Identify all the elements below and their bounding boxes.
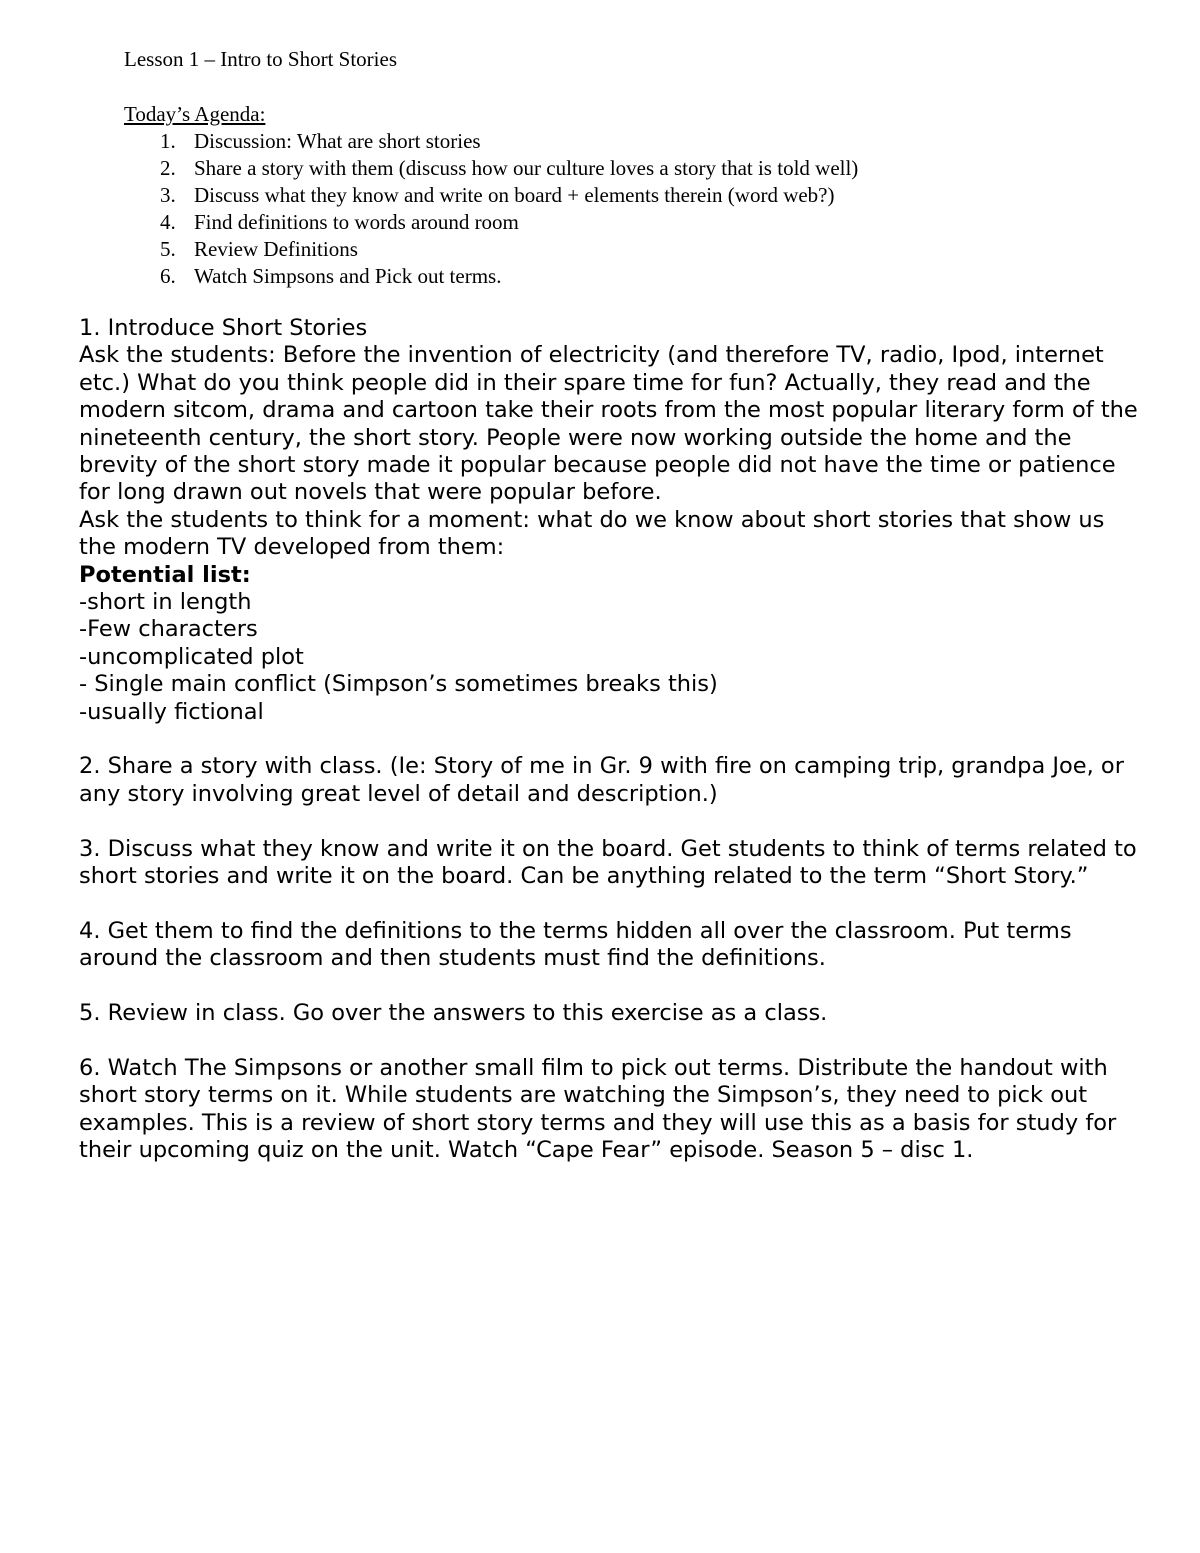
section-1-paragraph: Ask the students: Before the invention of electricity (and therefore TV, radio, Ipod, internet etc.) What do you think people did in their spare time for fun? Actually, they read and the modern sitcom, drama and cartoon take their roots from the most popular literary form of the nineteenth century, the short story. People were now working outside the home and the brevity of the short story made it popular because people did not have the time or patience for long drawn out novels that were popular before.	[79, 342, 1138, 506]
agenda-item-text: Watch Simpsons and Pick out terms.	[194, 264, 502, 288]
agenda-item-number: 4.	[160, 210, 176, 234]
agenda-item-number: 3.	[160, 183, 176, 207]
agenda-item-text: Review Definitions	[194, 237, 358, 261]
spacer	[79, 808, 1139, 835]
agenda-list	[160, 128, 1160, 290]
potential-list-item: -usually fictional	[79, 698, 264, 725]
section-1-heading: 1. Introduce Short Stories	[79, 315, 368, 341]
agenda-item	[160, 236, 1160, 263]
potential-list-item: -uncomplicated plot	[79, 643, 304, 670]
agenda-item-text: Find definitions to words around room	[194, 210, 519, 234]
lesson-title: Lesson 1 – Intro to Short Stories	[124, 47, 397, 71]
spacer	[79, 726, 1139, 753]
agenda-item-text: Share a story with them (discuss how our culture loves a story that is told well)	[194, 156, 859, 180]
potential-list-heading: Potential list:	[79, 561, 251, 588]
section-5-paragraph: 5. Review in class. Go over the answers to this exercise as a class.	[79, 1000, 828, 1027]
spacer	[79, 1028, 1139, 1055]
agenda-item-number: 5.	[160, 237, 176, 261]
potential-list-item: - Single main conflict (Simpson’s sometimes breaks this)	[79, 671, 718, 698]
agenda-item	[160, 263, 1160, 290]
section-4-paragraph: 4. Get them to find the definitions to the terms hidden all over the classroom. Put terms around the classroom and then students must find the definitions.	[79, 917, 1072, 972]
section-1-prompt: Ask the students to think for a moment: what do we know about short stories that show us the modern TV developed from them:	[79, 506, 1105, 561]
agenda-item-number: 6.	[160, 264, 176, 288]
agenda-item-text: Discussion: What are short stories	[194, 129, 481, 153]
potential-list-item: -Few characters	[79, 616, 258, 643]
agenda-item-number: 1.	[160, 129, 176, 153]
agenda-item	[160, 128, 1160, 155]
potential-list-item: -short in length	[79, 589, 252, 616]
agenda-heading: Today’s Agenda:	[124, 102, 266, 126]
agenda-item-text: Discuss what they know and write on board + elements therein (word web?)	[194, 183, 835, 207]
spacer	[79, 891, 1139, 918]
agenda-item	[160, 209, 1160, 236]
section-2-paragraph: 2. Share a story with class. (Ie: Story of me in Gr. 9 with fire on camping trip, grandpa Joe, or any story involving great level of detail and description.)	[79, 753, 1124, 807]
lesson-body	[79, 315, 1139, 1165]
agenda-item	[160, 182, 1160, 209]
section-6-paragraph: 6. Watch The Simpsons or another small film to pick out terms. Distribute the handout with short story terms on it. While students are watching the Simpson’s, they need to pick out examples. This is a review of short story terms and they will use this as a basis for study for their upcoming quiz on the unit. Watch “Cape Fear” episode. Season 5 – disc 1.	[79, 1054, 1117, 1164]
section-3-paragraph: 3. Discuss what they know and write it on the board. Get students to think of terms related to short stories and write it on the board. Can be anything related to the term “Short Story.”	[79, 835, 1137, 890]
spacer	[79, 973, 1139, 1000]
agenda-item	[160, 155, 1160, 182]
agenda-item-number: 2.	[160, 156, 176, 180]
